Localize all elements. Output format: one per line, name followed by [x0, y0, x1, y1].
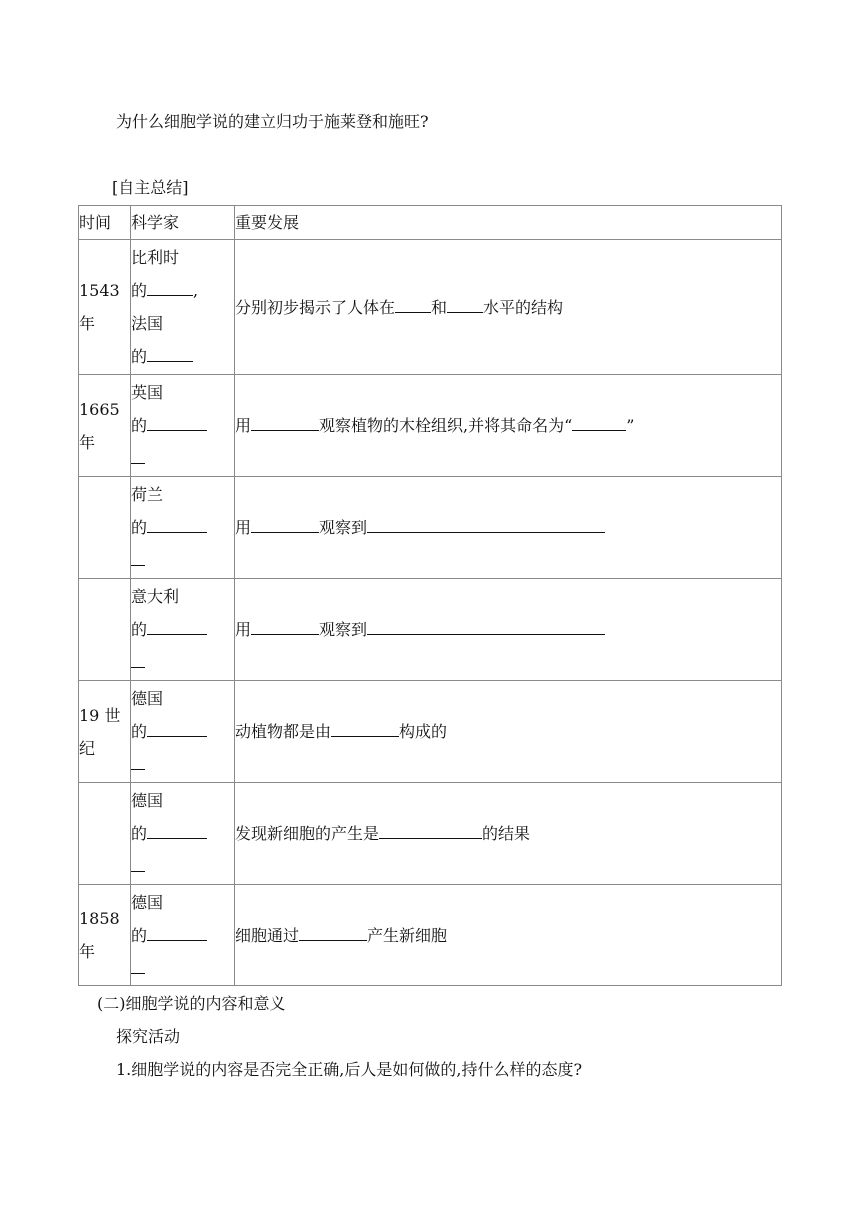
development-cell: 细胞通过 产生新细胞: [235, 885, 782, 986]
scientist-cell: 德国 的: [131, 885, 235, 986]
development-cell: 分别初步揭示了人体在 和 水平的结构: [235, 240, 782, 375]
blank-continuation: [131, 955, 145, 974]
time-cell: 1543 年: [79, 240, 131, 375]
table-row: [79, 885, 782, 986]
time-cell: 1858 年: [79, 885, 131, 986]
activity-label: 探究活动: [116, 1027, 181, 1046]
fill-blank[interactable]: [367, 514, 605, 533]
fill-blank[interactable]: [395, 294, 431, 313]
table-row: [79, 375, 782, 477]
scientist-cell: 英国 的: [131, 375, 235, 477]
summary-label: [自主总结]: [112, 178, 189, 197]
development-cell: 发现新细胞的产生是 的结果: [235, 783, 782, 885]
time-cell: [79, 477, 131, 579]
scientist-cell: 意大利 的: [131, 579, 235, 681]
time-cell: [79, 579, 131, 681]
fill-blank[interactable]: [379, 820, 482, 839]
question-1: 为什么细胞学说的建立归功于施莱登和施旺?: [116, 112, 429, 131]
blank-continuation: [131, 853, 145, 872]
blank-continuation: [131, 649, 145, 668]
fill-blank[interactable]: [147, 922, 207, 941]
fill-blank[interactable]: [251, 616, 319, 635]
fill-blank[interactable]: [447, 294, 483, 313]
table-row: [79, 579, 782, 681]
scientist-cell: 荷兰 的: [131, 477, 235, 579]
fill-blank[interactable]: [299, 922, 367, 941]
fill-blank[interactable]: [251, 514, 319, 533]
development-cell: 用 观察植物的木栓组织,并将其命名为“ ”: [235, 375, 782, 477]
fill-blank[interactable]: [147, 412, 207, 431]
scientist-cell: 德国 的: [131, 681, 235, 783]
fill-blank[interactable]: [251, 412, 319, 431]
header-scientist: 科学家: [131, 206, 235, 240]
time-cell: [79, 783, 131, 885]
fill-blank[interactable]: [147, 343, 193, 362]
scientist-cell: 德国 的: [131, 783, 235, 885]
fill-blank[interactable]: [147, 514, 207, 533]
fill-blank[interactable]: [367, 616, 605, 635]
header-development: 重要发展: [235, 206, 782, 240]
blank-continuation: [131, 547, 145, 566]
fill-blank[interactable]: [572, 412, 626, 431]
table-row: [79, 477, 782, 579]
fill-blank[interactable]: [147, 616, 207, 635]
scientist-cell: 比利时 的 , 法国 的: [131, 240, 235, 375]
section-heading: (二)细胞学说的内容和意义: [97, 994, 286, 1013]
table-header-row: [79, 206, 782, 240]
fill-blank[interactable]: [147, 718, 207, 737]
time-cell: 19 世 纪: [79, 681, 131, 783]
fill-blank[interactable]: [147, 820, 207, 839]
development-cell: 动植物都是由 构成的: [235, 681, 782, 783]
question-2: 1.细胞学说的内容是否完全正确,后人是如何做的,持什么样的态度?: [116, 1060, 583, 1079]
table-row: [79, 783, 782, 885]
header-time: 时间: [79, 206, 131, 240]
table-row: [79, 240, 782, 375]
table-row: [79, 681, 782, 783]
time-cell: 1665 年: [79, 375, 131, 477]
blank-continuation: [131, 445, 145, 464]
blank-continuation: [131, 751, 145, 770]
fill-blank[interactable]: [147, 277, 193, 296]
summary-table: [78, 205, 782, 986]
fill-blank[interactable]: [331, 718, 399, 737]
development-cell: 用 观察到: [235, 579, 782, 681]
development-cell: 用 观察到: [235, 477, 782, 579]
